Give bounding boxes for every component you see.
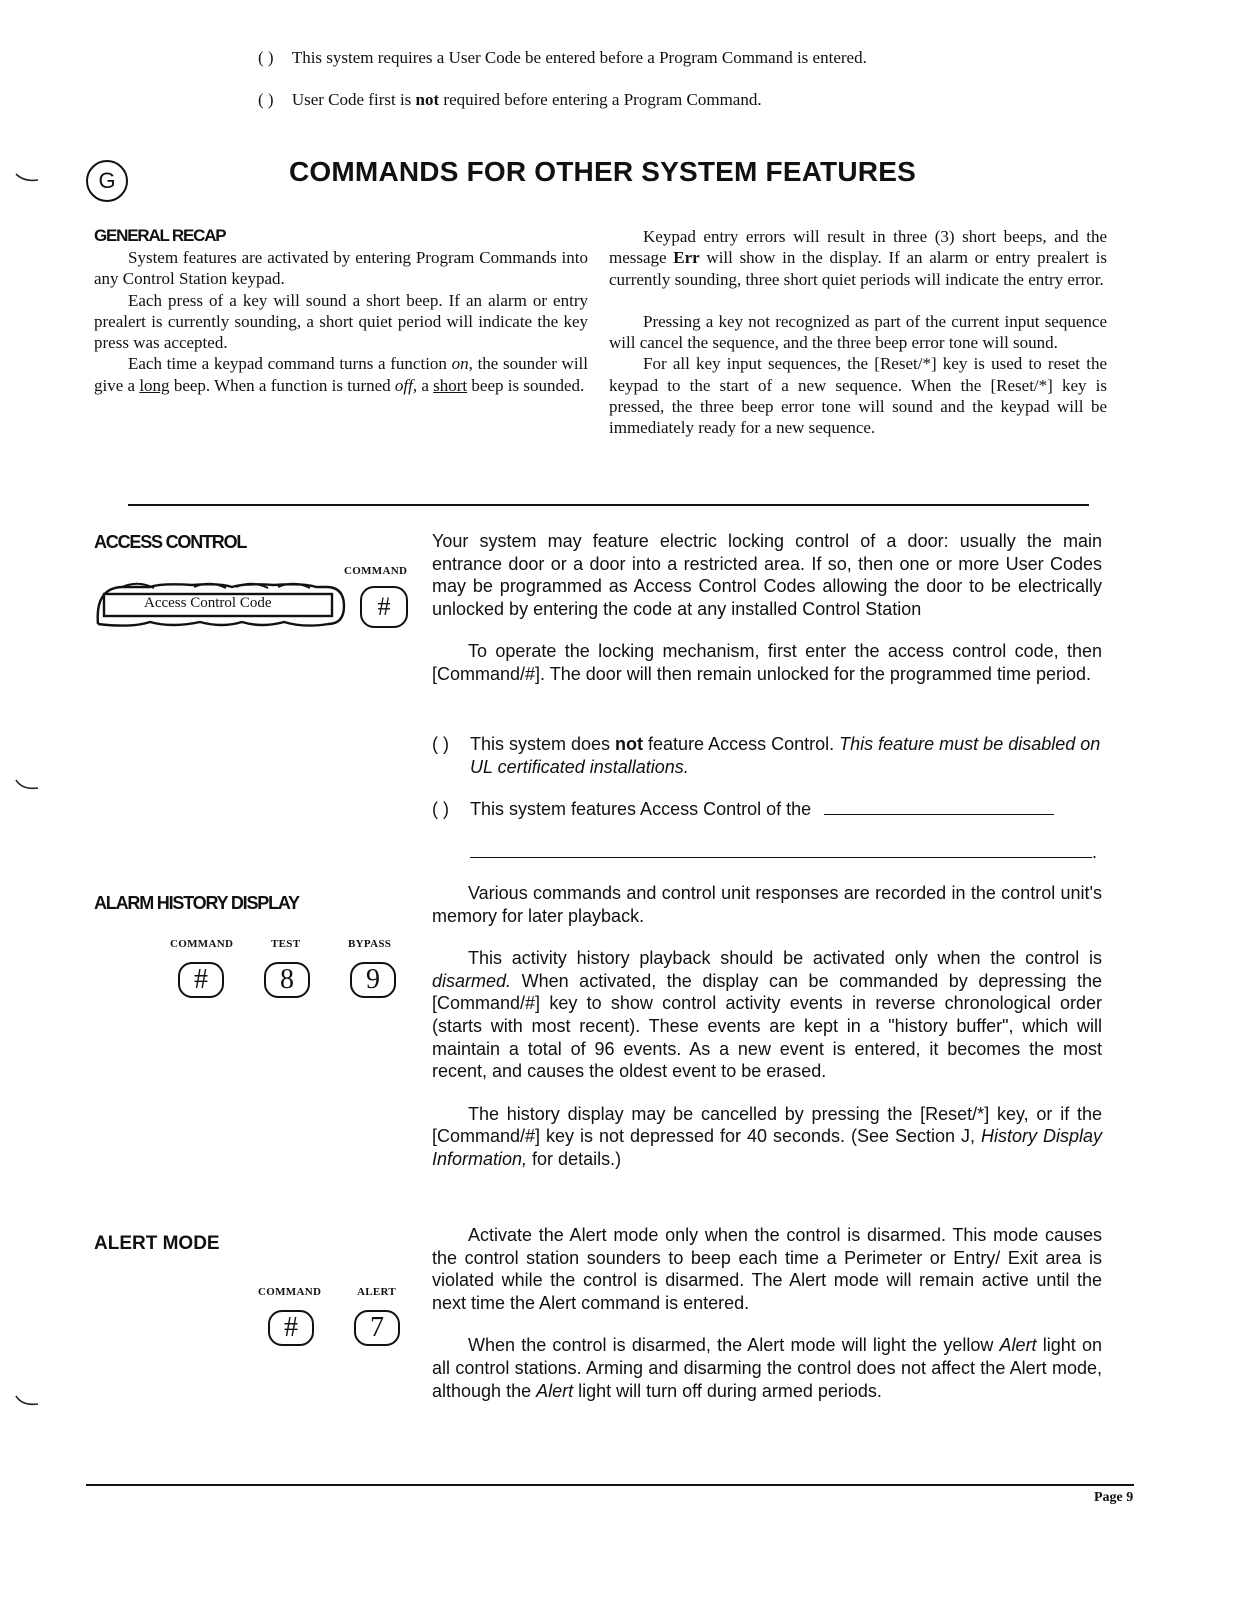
- alarm-history-p3: The history display may be cancelled by pressing the [Reset/*] key, or if the [Command/#] key is not depressed for 40 seconds. (See Section J, History Display Information, for details.): [432, 1103, 1102, 1169]
- access-blank-line-2-row: [470, 842, 1097, 863]
- recap-right-column: [609, 226, 1107, 439]
- access-control-heading: ACCESS CONTROL: [94, 532, 247, 552]
- option-text: This system features Access Control of the: [470, 799, 812, 819]
- recap-right-p3: For all key input sequences, the [Reset/*] key is used to reset the keypad to the start of a new sequence. When the [Reset/*] key is pressed, the three beep error tone will sound and the keypad will be immediately ready for a new sequence.: [609, 354, 1107, 438]
- access-control-p1: Your system may feature electric locking control of a door: usually the main entrance door or a door into a restricted area. If so, then one or more User Codes may be programmed as Access Control Codes allowing the door to be electrically unlocked by entering the code at any installed Control Station: [432, 531, 1102, 619]
- alert-7-key[interactable]: 7: [354, 1310, 400, 1346]
- option-checkbox[interactable]: ( ): [432, 734, 449, 754]
- recap-left-p1: System features are activated by entering Program Commands into any Control Station keypad.: [94, 248, 588, 289]
- command-hash-key[interactable]: #: [360, 586, 408, 628]
- alarm-history-p1: Various commands and control unit responses are recorded in the control unit's memory for later playback.: [432, 883, 1102, 926]
- recap-right-p1: Keypad entry errors will result in three (3) short beeps, and the message Err will show in the display. If an alarm or entry prealert is currently sounding, three short quiet periods will indicate the entry error.: [609, 227, 1108, 289]
- section-title: COMMANDS FOR OTHER SYSTEM FEATURES: [289, 156, 916, 187]
- option-text: This system does not feature Access Control. This feature must be disabled on UL certificated installations.: [470, 734, 1101, 777]
- section-divider: [128, 504, 1089, 506]
- command-hash-key[interactable]: #: [268, 1310, 314, 1346]
- option-user-code-required: [258, 47, 867, 69]
- access-control-code-label: Access Control Code: [144, 595, 272, 611]
- recap-left-column: [94, 247, 588, 396]
- page-number: Page 9: [1094, 1490, 1134, 1505]
- general-recap-heading: GENERAL RECAP: [94, 226, 226, 245]
- access-control-p2: To operate the locking mechanism, first enter the access control code, then [Command/#]. The door will then remain unlocked for the programmed time period.: [432, 641, 1102, 684]
- access-option-not-featured: [432, 733, 1102, 778]
- alarm-history-text: [432, 882, 1102, 1171]
- alert-mode-p2: When the control is disarmed, the Alert mode will light the yellow Alert light on all control stations. Arming and disarming the control does not affect the Alert mode, although the Alert light will turn off during armed periods.: [432, 1335, 1102, 1401]
- recap-right-p2: Pressing a key not recognized as part of the current input sequence will cancel the sequence, and the three beep error tone will sound.: [609, 311, 1107, 353]
- command-key-label: COMMAND: [344, 565, 408, 577]
- alert-mode-heading: ALERT MODE: [94, 1233, 220, 1254]
- option-text: User Code first is: [291, 90, 416, 109]
- recap-left-p2: Each press of a key will sound a short beep. If an alarm or entry prealert is currently sounding, a short quiet period will indicate the key press was accepted.: [94, 290, 588, 353]
- access-blank-line-2[interactable]: [470, 843, 1092, 858]
- access-blank-line-1[interactable]: [824, 800, 1054, 815]
- recap-left-p3: Each time a keypad command turns a function on, the sounder will give a long beep. When a function is turned off, a short beep is sounded.: [94, 354, 588, 395]
- option-checkbox[interactable]: ( ): [432, 799, 449, 819]
- command-hash-key[interactable]: #: [178, 962, 224, 998]
- section-letter-circle: G: [86, 160, 128, 202]
- alarm-history-p2: This activity history playback should be activated only when the control is disarmed. When activated, the display can be commanded by depressing the [Command/#] key to show control activity events in reverse chronological order (starts with most recent). These events are kept in a "history buffer", which will maintain a total of 96 events. As a new event is entered, it becomes the most recent, and causes the oldest event to be erased.: [432, 948, 1102, 1082]
- access-option-featured: [432, 798, 1102, 821]
- option-user-code-not-required: [258, 89, 762, 111]
- option-checkbox[interactable]: ( ): [258, 90, 274, 109]
- command-key-label: COMMAND: [258, 1286, 322, 1298]
- option-bold: not: [415, 90, 440, 109]
- alert-mode-p1: Activate the Alert mode only when the control is disarmed. This mode causes the control station sounders to beep each time a Perimeter or Entry/ Exit area is violated while the control is disarmed. The Alert mode will remain active until the next time the Alert command is entered.: [432, 1225, 1102, 1313]
- alarm-history-heading: ALARM HISTORY DISPLAY: [94, 893, 299, 913]
- command-key-label: COMMAND: [170, 938, 234, 950]
- option-text: This system requires a User Code be entered before a Program Command is entered.: [291, 48, 867, 67]
- test-key-label: TEST: [271, 938, 301, 950]
- access-blank-end: .: [1092, 842, 1098, 862]
- margin-mark: [14, 778, 42, 792]
- bypass-9-key[interactable]: 9: [350, 962, 396, 998]
- alert-key-label: ALERT: [357, 1286, 397, 1298]
- margin-mark: [14, 170, 42, 184]
- access-control-text: [432, 530, 1102, 686]
- footer-rule: [86, 1484, 1134, 1486]
- option-text-after: required before entering a Program Command.: [439, 90, 762, 109]
- test-8-key[interactable]: 8: [264, 962, 310, 998]
- alert-mode-text: [432, 1224, 1102, 1402]
- option-checkbox[interactable]: ( ): [258, 48, 274, 67]
- margin-mark: [14, 1394, 42, 1408]
- bypass-key-label: BYPASS: [348, 938, 392, 950]
